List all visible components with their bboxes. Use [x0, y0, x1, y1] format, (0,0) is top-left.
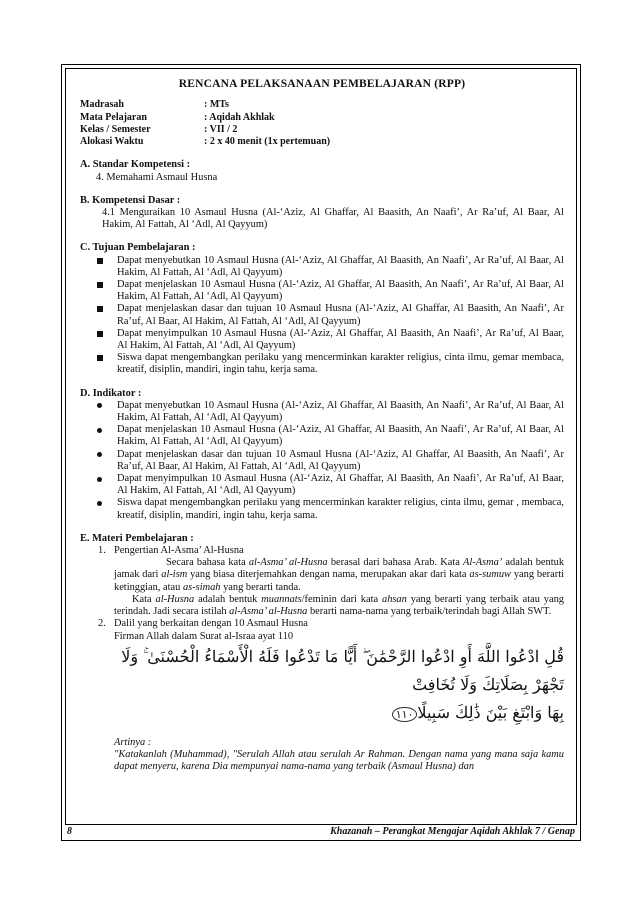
list-item-text: Dapat menjelaskan 10 Asmaul Husna (Al-‘Aziz, Al Ghaffar, Al Baasith, An Naafi’, Ar Ra’uf, Al Baar, Al Hakim, Al Fattah, Al ‘Adl, Al Qayyum)	[117, 424, 564, 448]
translation-text: "Katakanlah (Muhammad), "Serulah Allah atau serulah Ar Rahman. Dengan nama yang mana saja kamu dapat menyeru, karena Dia mempunyai nama-nama yang terbaik (Asmaul Husna) dan	[114, 748, 564, 773]
square-bullet-icon	[97, 352, 103, 365]
document-body	[80, 78, 564, 773]
page-title: RENCANA PELAKSANAAN PEMBELAJARAN (RPP)	[178, 78, 466, 90]
item-title: Dalil yang berkaitan dengan 10 Asmaul Husna	[114, 618, 308, 630]
paragraph-definition: Secara bahasa kata al-Asma’ al-Husna berasal dari bahasa Arab. Kata Al-Asma’ adalah bentuk jamak dari al-ism yang biasa diterjemahkan dengan nama, merupakan akar dari kata as-sumuw yang berarti ketinggian, atau as-simah yang berarti tanda.	[114, 557, 565, 593]
round-bullet-icon	[97, 400, 102, 413]
square-bullet-icon	[97, 303, 103, 316]
list-item	[80, 328, 564, 352]
quran-verse-line: بِهَا وَابْتَغِ بَيْنَ ذَٰلِكَ سَبِيلًا١١٠	[114, 699, 564, 729]
round-bullet-icon	[97, 473, 102, 486]
list-item	[80, 352, 564, 376]
section-a-heading: A. Standar Kompetensi :	[80, 159, 191, 171]
item-title: Pengertian Al-Asma’ Al-Husna	[114, 545, 244, 557]
list-item-text: Dapat menjelaskan dasar dan tujuan 10 Asmaul Husna (Al-‘Aziz, Al Ghaffar, Al Baasith, An Naafi’, Ar Ra’uf, Al Baar, Al Hakim, Al Fattah, Al ‘Adl, Al Qayyum)	[117, 448, 564, 472]
quran-verse	[80, 643, 564, 729]
round-bullet-icon	[97, 497, 102, 510]
section-c-list	[80, 255, 564, 377]
footer-divider	[65, 824, 577, 825]
identity-key: Madrasah	[80, 99, 124, 111]
identity-row	[80, 124, 564, 136]
list-item-text: Dapat menyimpulkan 10 Asmaul Husna (Al-‘Aziz, Al Ghaffar, Al Baasith, An Naafi’, Ar Ra’uf, Al Baar, Al Hakim, Al Fattah, Al ‘Adl, Al Qayyum)	[117, 327, 564, 352]
section-d-heading: D. Indikator :	[80, 387, 142, 399]
list-item-text: Dapat menyebutkan 10 Asmaul Husna (Al-‘Aziz, Al Ghaffar, Al Baasith, An Naafi’, Ar Ra’uf, Al Baar, Al Hakim, Al Fattah, Al ‘Adl, Al Qayyum)	[117, 254, 564, 278]
quran-verse-line: قُلِ ادْعُوا اللَّهَ أَوِ ادْعُوا الرَّحْمَٰنَ ۖ أَيًّا مَا تَدْعُوا فَلَهُ الْأَسْمَاءُ الْحُسْنَىٰ ۚ وَلَا تَجْهَرْ بِصَلَاتِكَ وَلَا تُخَافِتْ	[121, 646, 564, 694]
list-item-text: Siswa dapat mengembangkan perilaku yang mencerminkan karakter religius, cinta ilmu, gemar membaca, kreatif, disiplin, mandiri, ingin tahu, kerja sama.	[117, 352, 564, 376]
section-b-heading: B. Kompetensi Dasar :	[80, 194, 181, 206]
numbered-item	[80, 618, 564, 630]
round-bullet-icon	[97, 424, 102, 437]
list-item	[80, 279, 564, 303]
section-e-heading: E. Materi Pembelajaran :	[80, 532, 194, 544]
identity-row	[80, 136, 564, 148]
identity-row	[80, 112, 564, 124]
list-item-text: Dapat menjelaskan 10 Asmaul Husna (Al-‘Aziz, Al Ghaffar, Al Baasith, An Naafi’, Ar Ra’uf, Al Baar, Al Hakim, Al Fattah, Al ‘Adl, Al Qayyum)	[117, 279, 564, 303]
verse-source: Firman Allah dalam Surat al-Israa ayat 110	[114, 630, 294, 642]
paragraph-husna: Kata al-Husna adalah bentuk muannats/feminin dari kata ahsan yang berarti yang terbaik atau yang terindah. Jadi secara istilah al-Asma’ al-Husna berarti nama-nama yang terbaik/terindah bagi Allah SWT.	[114, 593, 564, 618]
item-number: 1.	[98, 545, 106, 557]
ayah-number-badge: ١١٠	[392, 707, 418, 722]
list-item-text: Siswa dapat mengembangkan perilaku yang mencerminkan karakter religius, cinta ilmu, gemar , membaca, kreatif, disiplin, mandiri, ingin tahu, kerja sama.	[117, 497, 564, 521]
page-footer	[67, 826, 575, 837]
list-item	[80, 473, 564, 497]
square-bullet-icon	[97, 255, 103, 268]
section-a-item: 4. Memahami Asmaul Husna	[96, 171, 218, 183]
list-item-text: Dapat menjelaskan dasar dan tujuan 10 Asmaul Husna (Al-‘Aziz, Al Ghaffar, Al Baasith, An Naafi’, Ar Ra’uf, Al Baar, Al Hakim, Al Fattah, Al ‘Adl, Al Qayyum)	[117, 303, 564, 327]
identity-value: : 2 x 40 menit (1x pertemuan)	[204, 136, 331, 148]
identity-block	[80, 99, 564, 148]
section-b-item-text: 4.1 Menguraikan 10 Asmaul Husna (Al-‘Aziz, Al Ghaffar, Al Baasith, An Naafi’, Ar Ra’uf, Al Baar, Al Hakim, Al Fattah, Al ‘Adl, Al Qayyum)	[102, 207, 564, 231]
list-item-text: Dapat menyimpulkan 10 Asmaul Husna (Al-‘Aziz, Al Ghaffar, Al Baasith, An Naafi’, Ar Ra’uf, Al Baar, Al Hakim, Al Fattah, Al ‘Adl, Al Qayyum)	[117, 473, 564, 497]
numbered-item	[80, 545, 564, 557]
identity-value: : VII / 2	[204, 123, 238, 135]
identity-key: Alokasi Waktu	[80, 136, 144, 148]
list-item	[80, 255, 564, 279]
list-item	[80, 424, 564, 448]
identity-value: : MTs	[204, 99, 229, 111]
round-bullet-icon	[97, 449, 102, 462]
footer-book-title: Khazanah – Perangkat Mengajar Aqidah Akhlak 7 / Genap	[330, 826, 575, 837]
item-number: 2.	[98, 618, 106, 630]
translation-label: Artinya :	[114, 736, 152, 748]
section-d-list	[80, 400, 564, 522]
identity-key: Kelas / Semester	[80, 123, 151, 135]
identity-value: : Aqidah Akhlak	[204, 111, 275, 123]
page-number: 8	[67, 826, 72, 837]
identity-row	[80, 99, 564, 111]
section-c-heading: C. Tujuan Pembelajaran :	[80, 242, 196, 254]
list-item	[80, 449, 564, 473]
list-item	[80, 497, 564, 521]
list-item	[80, 400, 564, 424]
square-bullet-icon	[97, 279, 103, 292]
identity-key: Mata Pelajaran	[80, 111, 147, 123]
square-bullet-icon	[97, 328, 103, 341]
list-item	[80, 303, 564, 327]
section-b-item	[80, 207, 564, 231]
list-item-text: Dapat menyebutkan 10 Asmaul Husna (Al-‘Aziz, Al Ghaffar, Al Baasith, An Naafi’, Ar Ra’uf, Al Baar, Al Hakim, Al Fattah, Al ‘Adl, Al Qayyum)	[117, 399, 564, 424]
